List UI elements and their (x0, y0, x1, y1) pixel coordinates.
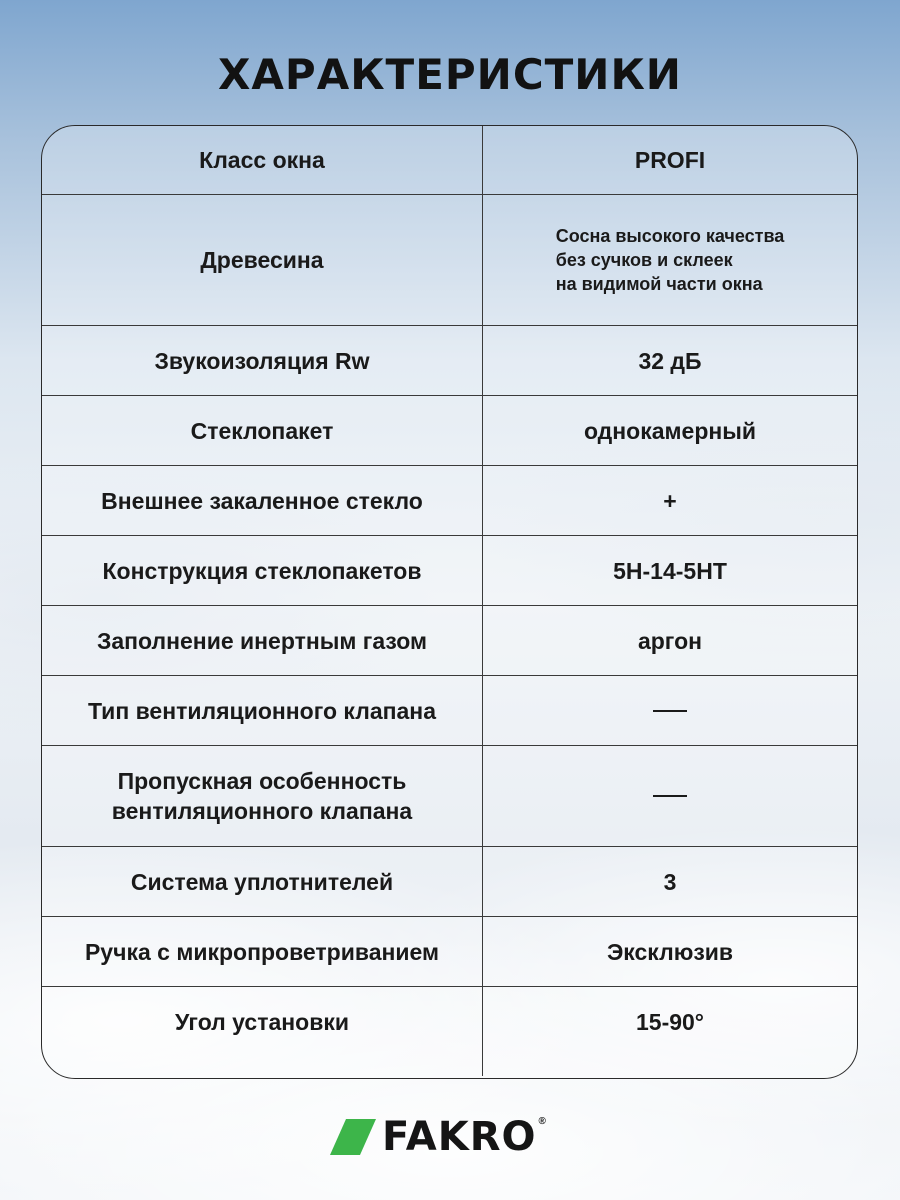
registered-mark: ® (538, 1116, 546, 1127)
row-label: Угол установки (42, 987, 483, 1076)
row-label (42, 746, 483, 846)
row-label: Внешнее закаленное стекло (42, 466, 483, 535)
specs-table (41, 125, 858, 1079)
row-label: Конструкция стеклопакетов (42, 536, 483, 605)
row-value: однокамерный (583, 417, 757, 444)
row-value (483, 676, 857, 745)
row-value: Эксклюзив (606, 938, 734, 965)
brand-name: FAKRO (382, 1114, 537, 1160)
table-row (42, 466, 857, 536)
row-value: + (663, 487, 677, 514)
page-title: ХАРАКТЕРИСТИКИ (218, 50, 682, 99)
row-value (483, 746, 857, 846)
value-line: Сосна высокого качества (555, 226, 785, 246)
table-row (42, 847, 857, 917)
table-row (42, 396, 857, 466)
row-value: аргон (637, 627, 703, 654)
table-row (42, 195, 857, 326)
table-row (42, 536, 857, 606)
row-label: Древесина (42, 195, 483, 325)
table-row (42, 987, 857, 1078)
row-value: 32 дБ (638, 347, 702, 374)
row-value: PROFI (634, 147, 706, 173)
value-line: без сучков и склеек (555, 250, 733, 270)
table-row (42, 326, 857, 396)
row-label: Класс окна (42, 126, 483, 194)
table-row (42, 126, 857, 195)
table-row (42, 746, 857, 847)
fakro-slash-icon (330, 1119, 376, 1155)
row-label: Тип вентиляционного клапана (42, 676, 483, 745)
table-row (42, 606, 857, 676)
value-line: на видимой части окна (555, 274, 763, 294)
row-label: Звукоизоляция Rw (42, 326, 483, 395)
table-row (42, 676, 857, 746)
label-line: вентиляционного клапана (111, 798, 413, 824)
row-value (483, 195, 857, 325)
row-label: Ручка с микропроветриванием (42, 917, 483, 986)
row-value: 15-90° (635, 1009, 705, 1035)
row-value: 3 (663, 868, 677, 895)
dash-icon (653, 710, 687, 712)
row-label: Система уплотнителей (42, 847, 483, 916)
row-value: 5H-14-5HT (613, 557, 727, 584)
fakro-logo (330, 1112, 546, 1162)
table-row (42, 917, 857, 987)
row-label: Стеклопакет (42, 396, 483, 465)
dash-icon (653, 795, 687, 797)
row-label: Заполнение инертным газом (42, 606, 483, 675)
label-line: Пропускная особенность (117, 768, 407, 794)
